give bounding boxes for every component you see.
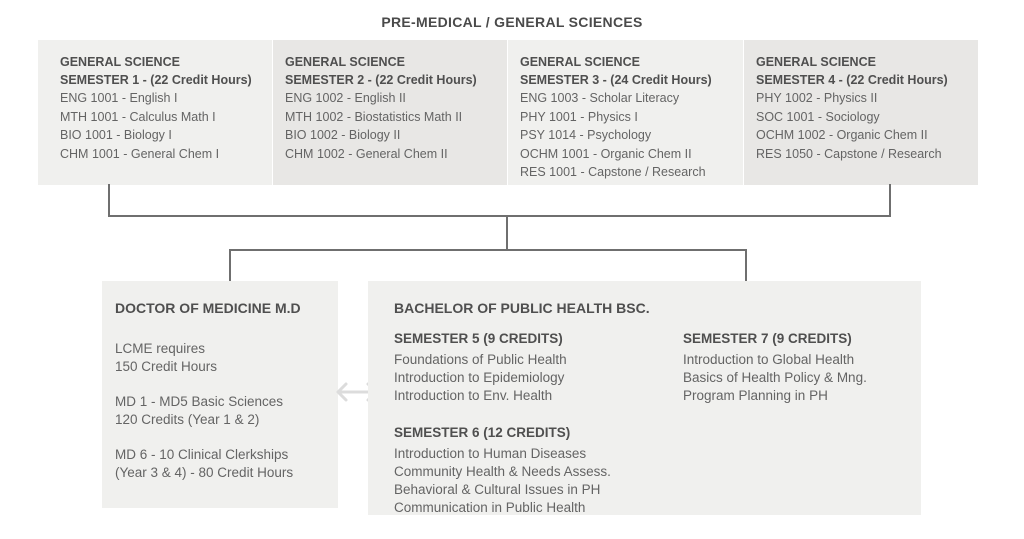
semester-box-subheading: SEMESTER 2 - (22 Credit Hours): [285, 73, 477, 87]
semester-1-box: [38, 40, 272, 185]
course-item: Introduction to Global Health: [683, 352, 855, 367]
section-heading: SEMESTER 7 (9 CREDITS): [683, 331, 852, 346]
semester-box-heading: GENERAL SCIENCE: [60, 55, 180, 69]
course-item: Introduction to Env. Health: [394, 388, 553, 403]
course-item: Introduction to Human Diseases: [394, 446, 587, 461]
connector-stub-left: [108, 184, 110, 216]
course-item: Foundations of Public Health: [394, 352, 567, 367]
text-line: 120 Credits (Year 1 & 2): [115, 411, 260, 427]
diagram-title: PRE-MEDICAL / GENERAL SCIENCES: [381, 14, 643, 30]
bph-program-title: BACHELOR OF PUBLIC HEALTH BSC.: [394, 300, 650, 316]
course-item: Communication in Public Health: [394, 500, 586, 515]
connector-drop-bph: [745, 249, 747, 282]
course-item: ENG 1002 - English II: [285, 91, 406, 105]
md-paragraph: [115, 393, 338, 428]
course-item: Community Health & Needs Assess.: [394, 464, 611, 479]
connector-bottom-bar: [229, 249, 747, 251]
course-item: PHY 1002 - Physics II: [756, 91, 878, 105]
semester-4-box: [744, 40, 978, 185]
semester-box-subheading: SEMESTER 3 - (24 Credit Hours): [520, 73, 712, 87]
course-item: Program Planning in PH: [683, 388, 828, 403]
course-item: PSY 1014 - Psychology: [520, 128, 652, 142]
course-item: BIO 1002 - Biology II: [285, 128, 401, 142]
connector-drop-md: [229, 249, 231, 282]
course-item: ENG 1001 - English I: [60, 91, 178, 105]
semester-box-heading: GENERAL SCIENCE: [756, 55, 876, 69]
connector-top-bar: [108, 215, 891, 217]
course-item: CHM 1001 - General Chem I: [60, 146, 220, 161]
md-paragraph: [115, 446, 338, 481]
text-line: 150 Credit Hours: [115, 358, 218, 374]
semester-6-section: [394, 424, 611, 517]
semester-7-section: [683, 330, 867, 405]
section-heading: SEMESTER 6 (12 CREDITS): [394, 425, 571, 440]
section-heading: SEMESTER 5 (9 CREDITS): [394, 331, 563, 346]
course-item: MTH 1002 - Biostatistics Math II: [285, 109, 463, 124]
md-program-box: [102, 281, 338, 508]
semester-2-box: [273, 40, 507, 185]
connector-stub-right: [889, 184, 891, 216]
course-item: RES 1050 - Capstone / Research: [756, 146, 942, 161]
course-item: Introduction to Epidemiology: [394, 370, 565, 385]
md-program-title: DOCTOR OF MEDICINE M.D: [115, 300, 301, 316]
text-line: MD 1 - MD5 Basic Sciences: [115, 394, 284, 409]
course-item: OCHM 1002 - Organic Chem II: [756, 128, 928, 142]
semester-box-subheading: SEMESTER 1 - (22 Credit Hours): [60, 73, 252, 87]
course-item: BIO 1001 - Biology I: [60, 128, 172, 142]
semester-box-heading: GENERAL SCIENCE: [520, 55, 640, 69]
course-item: Basics of Health Policy & Mng.: [683, 370, 867, 385]
bph-column-left: [394, 330, 611, 517]
course-item: ENG 1003 - Scholar Literacy: [520, 91, 680, 105]
connector-center-drop: [506, 215, 508, 251]
text-line: (Year 3 & 4) - 80 Credit Hours: [115, 464, 294, 480]
semester-3-box: [508, 40, 743, 185]
text-line: MD 6 - 10 Clinical Clerkships: [115, 447, 289, 462]
course-item: SOC 1001 - Sociology: [756, 109, 880, 124]
semester-box-subheading: SEMESTER 4 - (22 Credit Hours): [756, 73, 948, 87]
bph-column-right: [683, 330, 867, 405]
course-item: CHM 1002 - General Chem II: [285, 146, 448, 161]
md-paragraph: [115, 340, 338, 375]
semester-box-heading: GENERAL SCIENCE: [285, 55, 405, 69]
semester-5-section: [394, 330, 611, 405]
course-item: Behavioral & Cultural Issues in PH: [394, 482, 601, 497]
text-line: LCME requires: [115, 341, 206, 356]
course-item: OCHM 1001 - Organic Chem II: [520, 146, 692, 161]
course-item: RES 1001 - Capstone / Research: [520, 165, 706, 179]
bph-program-box: [368, 281, 921, 515]
course-item: PHY 1001 - Physics I: [520, 109, 638, 124]
course-item: MTH 1001 - Calculus Math I: [60, 109, 216, 124]
